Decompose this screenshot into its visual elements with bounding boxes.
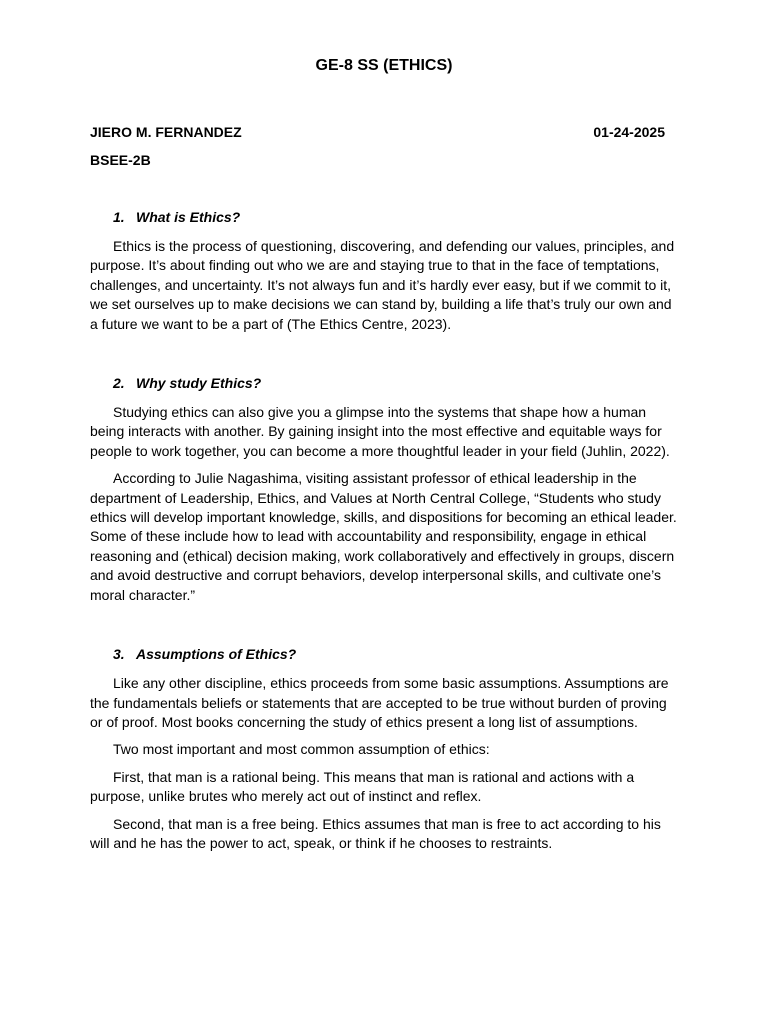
paragraph: Like any other discipline, ethics proceeds from some basic assumptions. Assumptions are the fundamentals beliefs or statements that are accepted to be true without burden of proving or of proof. Most books concerning the study of ethics present a long list of assumptions.	[90, 675, 669, 730]
paragraph: Two most important and most common assumption of ethics:	[113, 741, 490, 758]
section-number: 3.	[113, 646, 125, 663]
section-why-study-ethics	[90, 374, 678, 605]
document-title: GE-8 SS (ETHICS)	[315, 57, 453, 74]
section-heading	[90, 645, 678, 663]
section-what-is-ethics	[90, 208, 678, 334]
author-date-row	[90, 123, 665, 141]
paragraph: Studying ethics can also give you a glimpse into the systems that shape how a human being interacts with another. By gaining insight into the most effective and equitable ways for people to work together, you can become a more thoughtful leader in your field (Juhlin, 2022).	[90, 404, 670, 459]
section-number: 2.	[113, 375, 125, 392]
paragraph: According to Julie Nagashima, visiting assistant professor of ethical leadership in the department of Leadership, Ethics, and Values at North Central College, “Students who study ethics will develop important knowledge, skills, and dispositions for becoming an ethical leader. Some of these include how to lead with accountability and responsibility, engage in ethical reasoning and (ethical) decision making, work collaboratively and effectively in groups, discern and avoid destructive and corrupt behaviors, develop interpersonal skills, and cultivate one’s moral character.”	[90, 470, 677, 603]
section-number: 1.	[113, 209, 125, 225]
section-title: What is Ethics?	[136, 209, 241, 225]
document-body	[90, 208, 678, 861]
document-date: 01-24-2025	[593, 124, 665, 140]
paragraph: Ethics is the process of questioning, discovering, and defending our values, principles, and purpose. It’s about finding out who we are and staying true to that in the face of temptations, challenges, and uncertainty. It’s not always fun and it’s hardly ever easy, but if we commit to it, we set ourselves up to make decisions we can stand by, building a life that’s truly our own and a future we want to be a part of (The Ethics Centre, 2023).	[90, 238, 675, 332]
section-title: Why study Ethics?	[136, 375, 262, 392]
section-title: Assumptions of Ethics?	[136, 646, 297, 663]
section-assumptions-of-ethics	[90, 645, 678, 853]
section-heading	[90, 374, 678, 392]
section-heading	[90, 208, 678, 226]
course-section: BSEE-2B	[90, 152, 151, 168]
author-name: JIERO M. FERNANDEZ	[90, 124, 242, 140]
course-section-row	[90, 151, 665, 169]
paragraph: First, that man is a rational being. This means that man is rational and actions with a purpose, unlike brutes who merely act out of instinct and reflex.	[90, 768, 635, 805]
paragraph: Second, that man is a free being. Ethics assumes that man is free to act according to his will and he has the power to act, speak, or think if he chooses to restraints.	[90, 815, 661, 851]
